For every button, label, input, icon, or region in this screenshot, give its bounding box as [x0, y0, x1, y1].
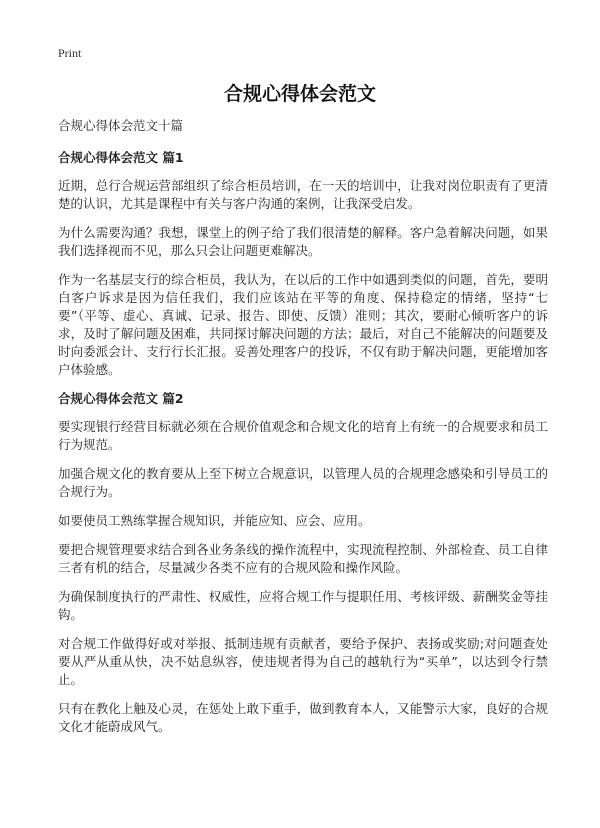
- paragraph: 只有在教化上触及心灵，在惩处上敢下重手，做到教育本人，又能警示大家，良好的合规文化才能蔚成风气。: [58, 701, 548, 734]
- paragraph: 为什么需要沟通？我想，课堂上的例子给了我们很清楚的解释。客户急着解决问题，如果我们选择视而不见，那么只会让问题更难解决。: [58, 225, 548, 258]
- paragraph: 近期，总行合规运营部组织了综合柜员培训，在一天的培训中，让我对岗位职责有了更清楚的认识，尤其是课程中有关与客户沟通的案例，让我深受启发。: [58, 178, 548, 211]
- section-2: [58, 390, 548, 736]
- section-heading: 合规心得体会范文 篇1: [58, 150, 184, 165]
- paragraph: 要实现银行经营目标就必须在合规价值观念和合规文化的培育上有统一的合规要求和员工行为规范。: [58, 419, 548, 452]
- document-subtitle: 合规心得体会范文十篇: [58, 118, 184, 133]
- section-heading: 合规心得体会范文 篇2: [58, 391, 184, 406]
- paragraph: 为确保制度执行的严肃性、权威性，应将合规工作与提职任用、考核评级、薪酬奖金等挂钩。: [58, 589, 548, 622]
- paragraph: 加强合规文化的教育要从上至下树立合规意识，以管理人员的合规理念感染和引导员工的合规行为。: [58, 466, 548, 499]
- print-label: Print: [58, 46, 82, 60]
- paragraph: 如要使员工熟练掌握合规知识，并能应知、应会、应用。: [58, 513, 371, 528]
- paragraph: 作为一名基层支行的综合柜员，我认为，在以后的工作中如遇到类似的问题，首先，要明白客户诉求是因为信任我们，我们应该站在平等的角度、保持稳定的情绪，坚持“七要”（平等、虚心、真诚、记录、报告、即使、反馈）准则；其次，要耐心倾听客户的诉求，及时了解问题及困难，共同探讨解决问题的方法；最后，对自己不能解决的问题要及时向委派会计、支行行长汇报。妥善处理客户的投诉，不仅有助于解决问题，更能增加客户体验感。: [58, 272, 548, 377]
- section-1: [58, 149, 548, 379]
- paragraph: 要把合规管理要求结合到各业务条线的操作流程中，实现流程控制、外部检查、员工自律三者有机的结合，尽量减少各类不应有的合规风险和操作风险。: [58, 542, 548, 575]
- document-title: 合规心得体会范文: [223, 83, 376, 105]
- document-body: [58, 117, 548, 747]
- paragraph: 对合规工作做得好或对举报、抵制违规有贡献者，要给予保护、表扬或奖励;对问题查处要从严从重从快，决不姑息纵容，使违规者得为自己的越轨行为“买单”，以达到令行禁止。: [58, 636, 548, 687]
